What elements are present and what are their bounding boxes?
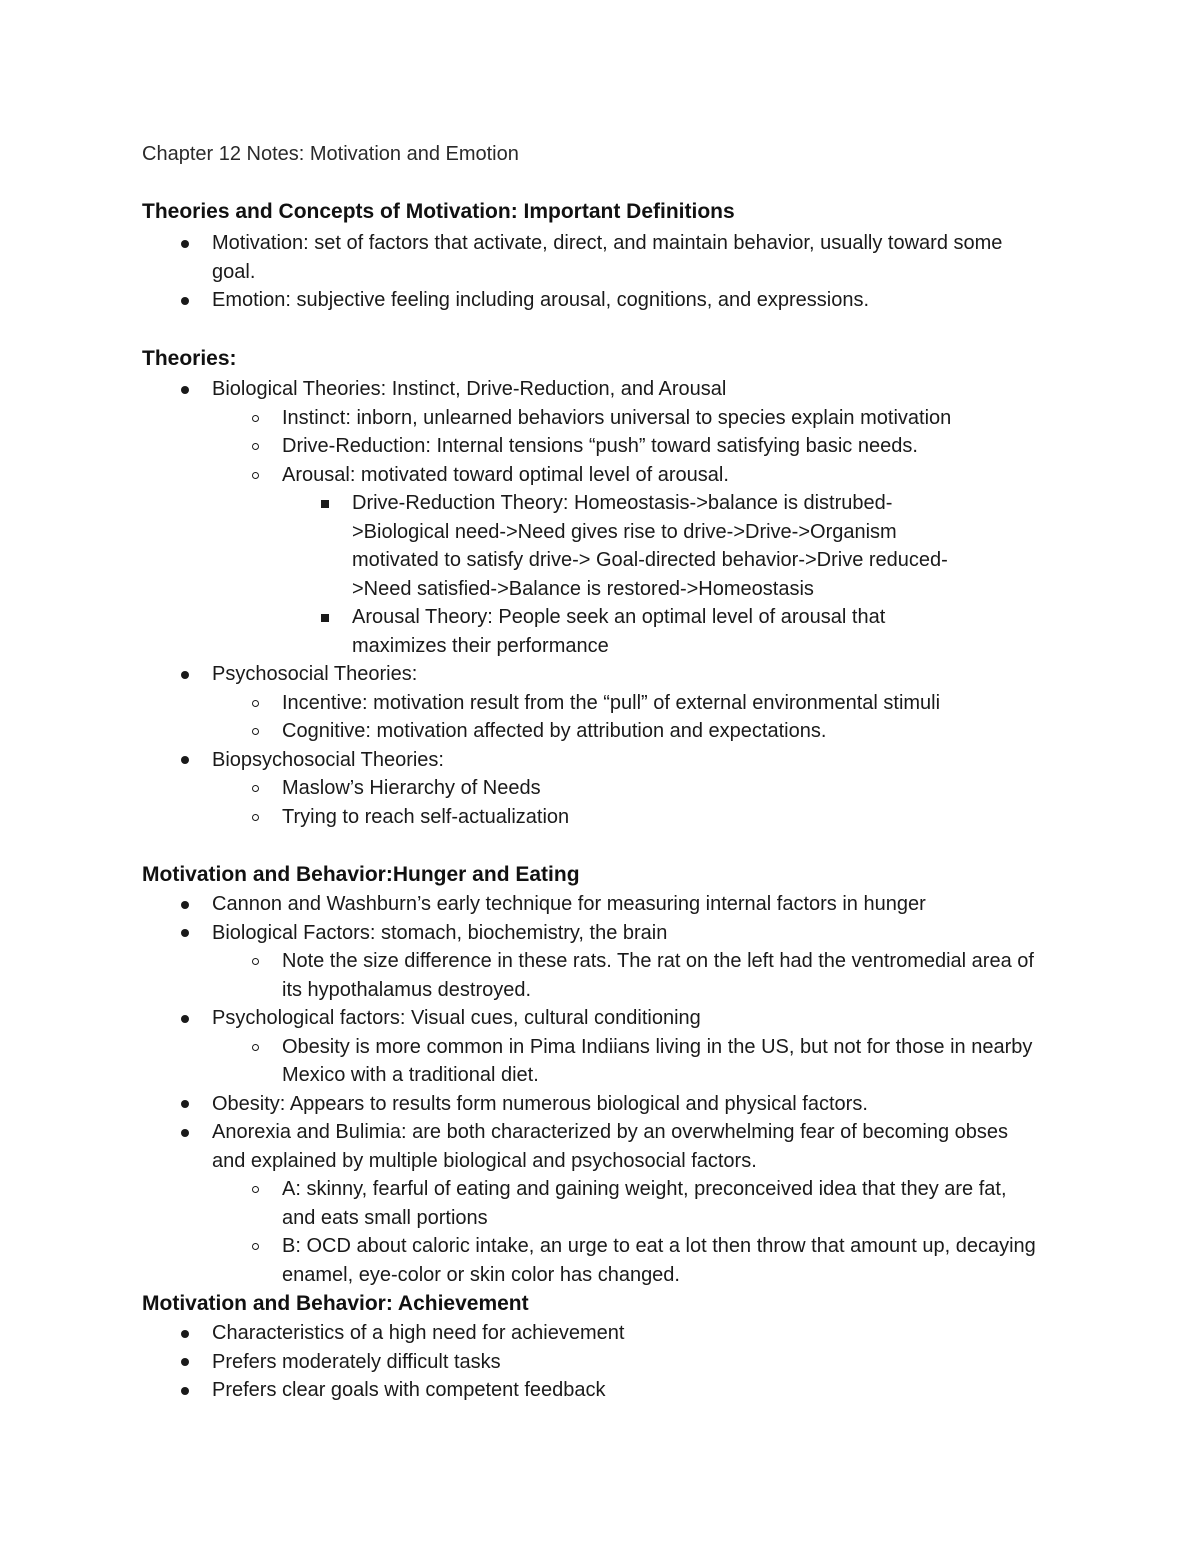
list-item: Note the size difference in these rats. The rat on the left had the ventromedial area of its hypothalamus destroyed. — [212, 947, 1042, 1004]
bullet-disc-icon — [179, 1348, 191, 1377]
list-item: Motivation: set of factors that activate, direct, and maintain behavior, usually toward some goal. — [142, 229, 1042, 286]
list-item: Cognitive: motivation affected by attribution and expectations. — [212, 717, 1062, 746]
bullet-circle-icon — [249, 947, 261, 976]
bullet-circle-icon — [249, 1033, 261, 1062]
bullet-circle-icon — [249, 689, 261, 718]
list-item: Arousal Theory: People seek an optimal level of arousal that maximizes their performance — [282, 603, 982, 660]
bullet-disc-icon — [179, 919, 191, 948]
list-item: Biological Factors: stomach, biochemistry, the brain Note the size difference in these rats. The rat on the left had the ventromedial area of its hypothalamus destroyed. — [142, 919, 1042, 1005]
bullet-circle-icon — [249, 1232, 261, 1261]
psychosocial-sublist — [212, 689, 1062, 746]
list-item: Arousal: motivated toward optimal level of arousal. Drive-Reduction Theory: Homeostasis->balance is distrubed->Biological need->Need gives rise to drive->Drive->Organism motivated to satisfy drive-> Goal-directed behavior->Drive reduced->Need satisfied->Balance is restored->Homeostasis Arousal Theory: People seek an optimal level of arousal that maximizes their performance — [212, 461, 1062, 661]
definitions-list — [142, 229, 1042, 315]
anorexia-bulimia-sublist — [212, 1175, 1042, 1289]
list-item: Incentive: motivation result from the “pull” of external environmental stimuli — [212, 689, 1062, 718]
bullet-disc-icon — [179, 660, 191, 689]
list-item: Anorexia and Bulimia: are both characterized by an overwhelming fear of becoming obses and explained by multiple biological and psychosocial factors. A: skinny, fearful of eating and gaining weight, preconceived idea that they are fat, and eats small portions B: OCD about caloric intake, an urge to eat a lot then throw that amount up, decaying enamel, eye-color or skin color has changed. — [142, 1118, 1042, 1289]
list-item: Cannon and Washburn’s early technique for measuring internal factors in hunger — [142, 890, 1042, 919]
list-item: Obesity: Appears to results form numerous biological and physical factors. — [142, 1090, 1042, 1119]
document-title: Chapter 12 Notes: Motivation and Emotion — [142, 143, 519, 165]
bullet-disc-icon — [179, 1118, 191, 1147]
section-heading-hunger: Motivation and Behavior:Hunger and Eating — [142, 863, 580, 886]
section-heading-definitions: Theories and Concepts of Motivation: Important Definitions — [142, 200, 735, 223]
bullet-square-icon — [319, 603, 331, 632]
section-heading-achievement: Motivation and Behavior: Achievement — [142, 1292, 529, 1315]
biological-factors-sublist — [212, 947, 1042, 1004]
bullet-circle-icon — [249, 432, 261, 461]
bullet-disc-icon — [179, 1004, 191, 1033]
bullet-disc-icon — [179, 1319, 191, 1348]
bullet-circle-icon — [249, 404, 261, 433]
list-item: Drive-Reduction Theory: Homeostasis->balance is distrubed->Biological need->Need gives rise to drive->Drive->Organism motivated to satisfy drive-> Goal-directed behavior->Drive reduced->Need satisfied->Balance is restored->Homeostasis — [282, 489, 982, 603]
bullet-circle-icon — [249, 461, 261, 490]
psychological-factors-sublist — [212, 1033, 1042, 1090]
list-item: Instinct: inborn, unlearned behaviors universal to species explain motivation — [212, 404, 1062, 433]
bullet-disc-icon — [179, 286, 191, 315]
list-item: Characteristics of a high need for achievement — [142, 1319, 1042, 1348]
bullet-circle-icon — [249, 774, 261, 803]
bullet-square-icon — [319, 489, 331, 518]
biological-sublist — [212, 404, 1062, 661]
bullet-circle-icon — [249, 803, 261, 832]
biopsychosocial-sublist — [212, 774, 1062, 831]
list-item: Biological Theories: Instinct, Drive-Reduction, and Arousal Instinct: inborn, unlearned behaviors universal to species explain motivation Drive-Reduction: Internal tensions “push” toward satisfying basic needs. Arousal: motivated toward optimal level of arousal. Drive-Reduction Theory: Homeostasis->balance is distrubed->Biological need->Need gives rise to drive->Drive->Organism motivated to satisfy drive-> Goal-directed behavior->Drive reduced->Need satisfied->Balance is restored->Homeostasis Arousal Theory: People seek an optimal level of arousal that maximizes their performance — [142, 375, 1062, 660]
arousal-sublist — [282, 489, 982, 660]
bullet-disc-icon — [179, 746, 191, 775]
bullet-disc-icon — [179, 1376, 191, 1405]
list-item: A: skinny, fearful of eating and gaining weight, preconceived idea that they are fat, and eats small portions — [212, 1175, 1042, 1232]
list-item: Maslow’s Hierarchy of Needs — [212, 774, 1062, 803]
list-item: Emotion: subjective feeling including arousal, cognitions, and expressions. — [142, 286, 1042, 315]
bullet-disc-icon — [179, 229, 191, 258]
bullet-circle-icon — [249, 717, 261, 746]
bullet-disc-icon — [179, 375, 191, 404]
list-item: Prefers clear goals with competent feedback — [142, 1376, 1042, 1405]
bullet-circle-icon — [249, 1175, 261, 1204]
list-item: Obesity is more common in Pima Indiians living in the US, but not for those in nearby Mexico with a traditional diet. — [212, 1033, 1042, 1090]
theories-list — [142, 375, 1062, 831]
hunger-list — [142, 890, 1042, 1289]
list-item: Biopsychosocial Theories: Maslow’s Hierarchy of Needs Trying to reach self-actualization — [142, 746, 1062, 832]
list-item: Prefers moderately difficult tasks — [142, 1348, 1042, 1377]
list-item: B: OCD about caloric intake, an urge to eat a lot then throw that amount up, decaying enamel, eye-color or skin color has changed. — [212, 1232, 1042, 1289]
list-item: Psychosocial Theories: Incentive: motivation result from the “pull” of external environmental stimuli Cognitive: motivation affected by attribution and expectations. — [142, 660, 1062, 746]
bullet-disc-icon — [179, 1090, 191, 1119]
list-item: Drive-Reduction: Internal tensions “push” toward satisfying basic needs. — [212, 432, 1062, 461]
bullet-disc-icon — [179, 890, 191, 919]
achievement-list — [142, 1319, 1042, 1405]
section-heading-theories: Theories: — [142, 347, 237, 370]
list-item: Psychological factors: Visual cues, cultural conditioning Obesity is more common in Pima Indiians living in the US, but not for those in nearby Mexico with a traditional diet. — [142, 1004, 1042, 1090]
list-item: Trying to reach self-actualization — [212, 803, 1062, 832]
